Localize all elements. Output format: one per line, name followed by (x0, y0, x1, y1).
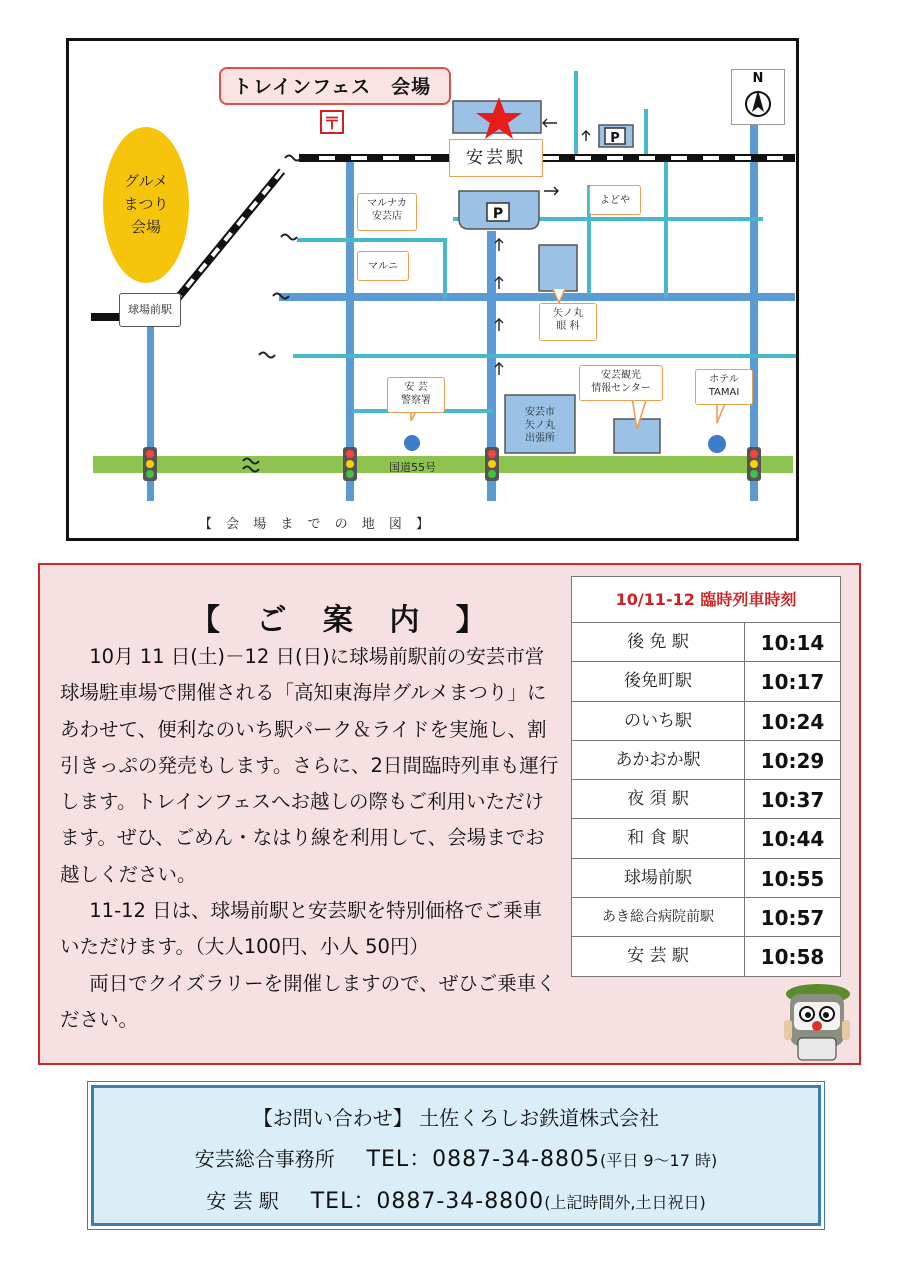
hotel-tamai-label: ホテル TAMAI (695, 369, 753, 405)
timetable (571, 576, 841, 977)
table-row (572, 780, 840, 819)
time-cell: 10:17 (760, 670, 825, 695)
station-cell: 夜 須 駅 (572, 780, 745, 818)
station-cell: 和 食 駅 (572, 819, 745, 857)
map-caption: 【 会 場 ま で の 地 図 】 (199, 517, 435, 532)
time-cell: 10:57 (760, 906, 825, 931)
guide-paragraph: 両日でクイズラリーを開催しますので、ぜひご乗車ください。 (60, 971, 556, 1031)
route-55-label: 国道55号 (389, 461, 436, 474)
table-row (572, 623, 840, 662)
yodoya-label: よどや (589, 185, 641, 215)
city-office-label: 安芸市 矢ノ丸 出張所 (525, 407, 555, 444)
marunaka-label: マルナカ 安芸店 (357, 193, 417, 231)
svg-text:P: P (492, 206, 504, 222)
guide-paragraph: 11-12 日は、球場前駅と安芸駅を特別価格でご乗車いただけます。（大人100円、小人 50円） (60, 899, 543, 959)
time-cell: 10:55 (760, 866, 825, 891)
table-row (572, 898, 840, 937)
table-row (572, 702, 840, 741)
table-row (572, 937, 840, 976)
table-row (572, 819, 840, 858)
guide-paragraph: 10月 11 日(土)－12 日(日)に球場前駅前の安芸市営球場駐車場で開催される「高知東海岸グルメまつり」にあわせて、便利なのいち駅パーク＆ライドを実施し、割引きっぷの発売もします。さらに、2日間臨時列車も運行します。トレインフェスへお越しの際もご利用いただけます。ぜひ、ごめん・なはり線を利用して、会場までお越しください。 (60, 645, 559, 886)
contact-line-station: 安 芸 駅 TEL：0887-34-8800(上記時間外,土日祝日) (206, 1189, 706, 1214)
yanomaru-clinic-label: 矢ノ丸 眼 科 (539, 303, 597, 341)
time-cell: 10:24 (760, 709, 825, 734)
time-cell: 10:14 (760, 631, 825, 655)
mascot-character-icon (778, 980, 856, 1064)
contact-box (91, 1085, 821, 1226)
time-cell: 10:58 (760, 945, 825, 970)
aki-station-label: 安芸駅 (449, 139, 543, 177)
time-cell: 10:44 (760, 827, 825, 852)
station-phone: TEL：0887-34-8800 (310, 1189, 545, 1214)
svg-text:〒: 〒 (323, 114, 341, 134)
table-row (572, 662, 840, 701)
tourist-center-label: 安芸観光 情報センター (579, 365, 663, 401)
guide-panel (38, 563, 861, 1065)
station-cell: 球場前駅 (572, 859, 745, 897)
police-label: 安 芸 警察署 (387, 377, 445, 413)
train-fes-venue-label: トレインフェス 会場 (219, 67, 451, 105)
contact-line-office: 安芸総合事務所 TEL：0887-34-8805(平日 9～17 時) (194, 1147, 718, 1172)
station-cell: 安 芸 駅 (572, 937, 745, 976)
office-phone: TEL：0887-34-8805 (366, 1147, 601, 1172)
tamabamae-station-label: 球場前駅 (119, 293, 181, 327)
contact-header: 【お問い合わせ】 土佐くろしお鉄道株式会社 (252, 1106, 660, 1130)
route-55-road (93, 456, 793, 473)
station-cell: のいち駅 (572, 702, 745, 740)
road-h-main (279, 293, 795, 301)
station-cell: 後免町駅 (572, 662, 745, 700)
access-map (66, 38, 799, 541)
station-cell: あかおか駅 (572, 741, 745, 779)
north-arrow-icon: N (731, 69, 785, 125)
table-row (572, 741, 840, 780)
gourmet-venue-label: グルメ まつり 会場 (103, 127, 189, 283)
guide-text (60, 639, 560, 1038)
station-cell: 後 免 駅 (572, 623, 745, 661)
station-cell: あき総合病院前駅 (572, 898, 745, 936)
guide-title: 【 ご 案 内 】 (190, 603, 499, 638)
svg-text:P: P (610, 131, 620, 146)
time-cell: 10:37 (760, 788, 825, 813)
table-row (572, 859, 840, 898)
maruni-label: マルニ (357, 251, 409, 281)
time-cell: 10:29 (760, 748, 825, 773)
timetable-title: 10/11-12 臨時列車時刻 (572, 577, 840, 623)
